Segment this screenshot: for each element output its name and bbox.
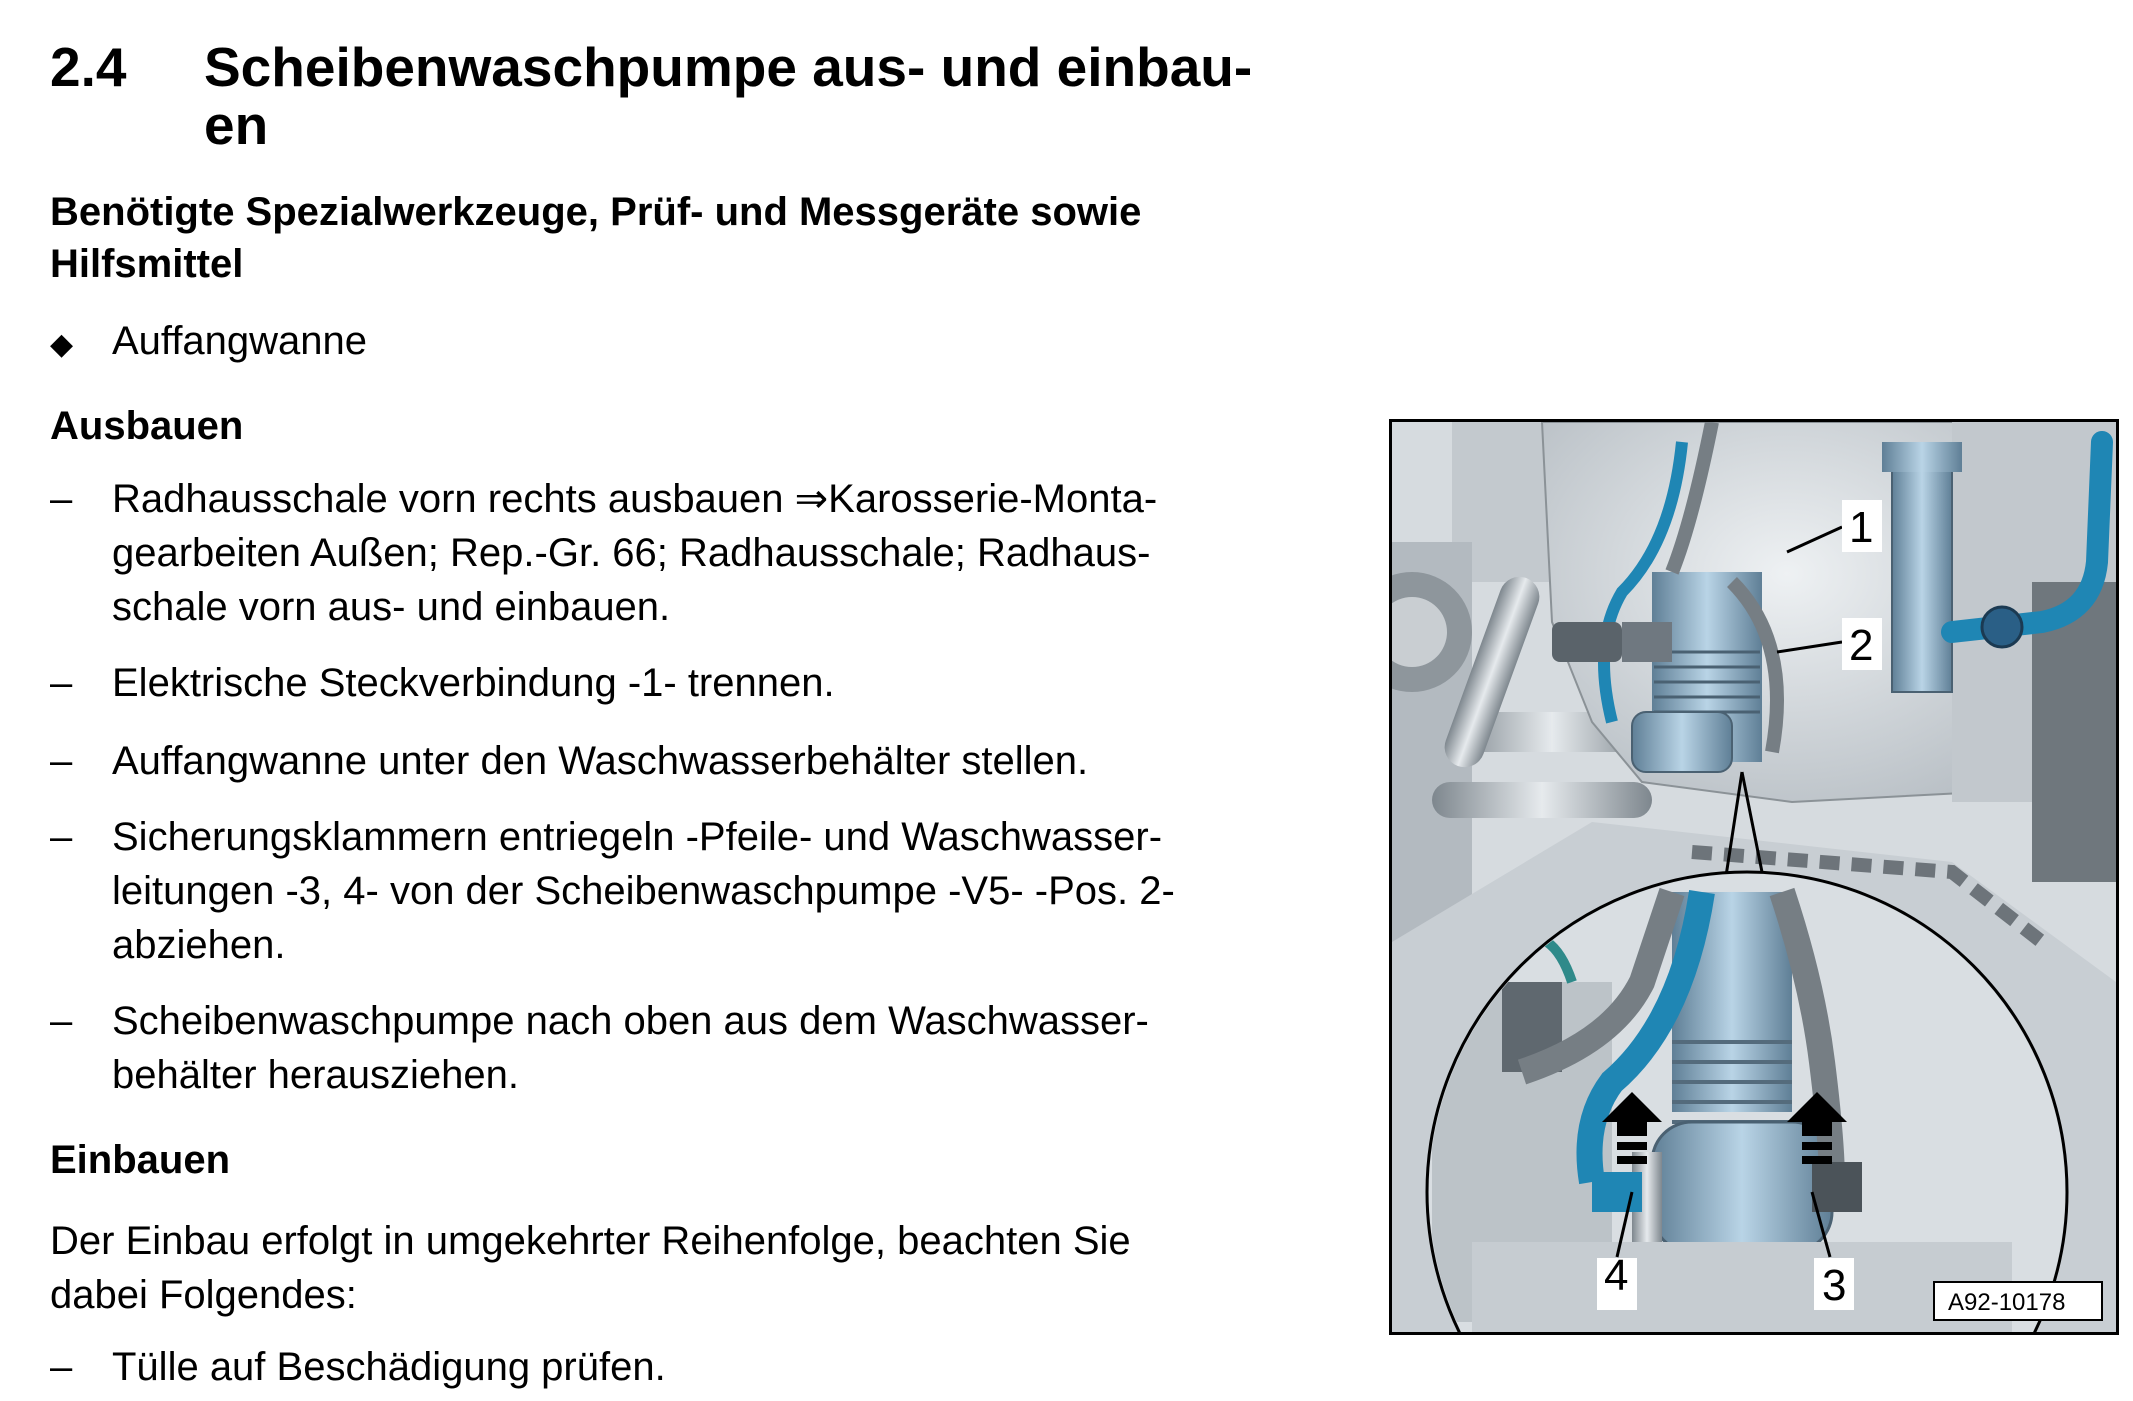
step-text: Tülle auf Beschädigung prüfen.: [112, 1345, 666, 1389]
tools-item-text: Auffangwanne: [112, 319, 368, 363]
section-number: 2.4: [50, 36, 127, 98]
callout-4: 4: [1604, 1251, 1629, 1300]
figure-id: A92-10178: [1948, 1289, 2066, 1316]
step-text: Scheibenwaschpumpe nach oben aus dem Waschwasser- behälter herausziehen.: [112, 999, 1149, 1097]
einbauen-heading: Einbauen: [50, 1138, 231, 1182]
dash-marker: –: [50, 477, 73, 521]
pump-illustration: [1389, 419, 2119, 1335]
tools-heading: Benötigte Spezialwerkzeuge, Prüf- und Messgeräte sowie Hilfsmittel: [50, 190, 1142, 286]
dash-marker: –: [50, 739, 73, 783]
step-text: Elektrische Steckverbindung -1- trennen.: [112, 661, 835, 705]
illustration-drawing: [1392, 422, 2116, 1332]
ausbauen-heading: Ausbauen: [50, 404, 244, 448]
callout-3: 3: [1822, 1261, 1847, 1310]
callout-2: 2: [1849, 621, 1874, 670]
dash-marker: –: [50, 999, 73, 1043]
step-text: Sicherungsklammern entriegeln -Pfeile- und Waschwasser- leitungen -3, 4- von der Scheibenwaschpumpe -V5- -Pos. 2- abziehen.: [112, 815, 1175, 967]
dash-marker: –: [50, 1345, 73, 1389]
bullet-marker: ◆: [50, 328, 74, 361]
dash-marker: –: [50, 815, 73, 859]
callout-1: 1: [1849, 503, 1874, 552]
einbauen-intro: Der Einbau erfolgt in umgekehrter Reihenfolge, beachten Sie dabei Folgendes:: [50, 1219, 1131, 1317]
step-text: Auffangwanne unter den Waschwasserbehälter stellen.: [112, 739, 1089, 783]
section-title: Scheibenwaschpumpe aus- und einbau- en: [204, 36, 1253, 156]
step-text: Radhausschale vorn rechts ausbauen ⇒Karosserie-Monta- gearbeiten Außen; Rep.-Gr. 66; Radhausschale; Radhaus- schale vorn aus- und einbauen.: [112, 477, 1158, 629]
dash-marker: –: [50, 661, 73, 705]
